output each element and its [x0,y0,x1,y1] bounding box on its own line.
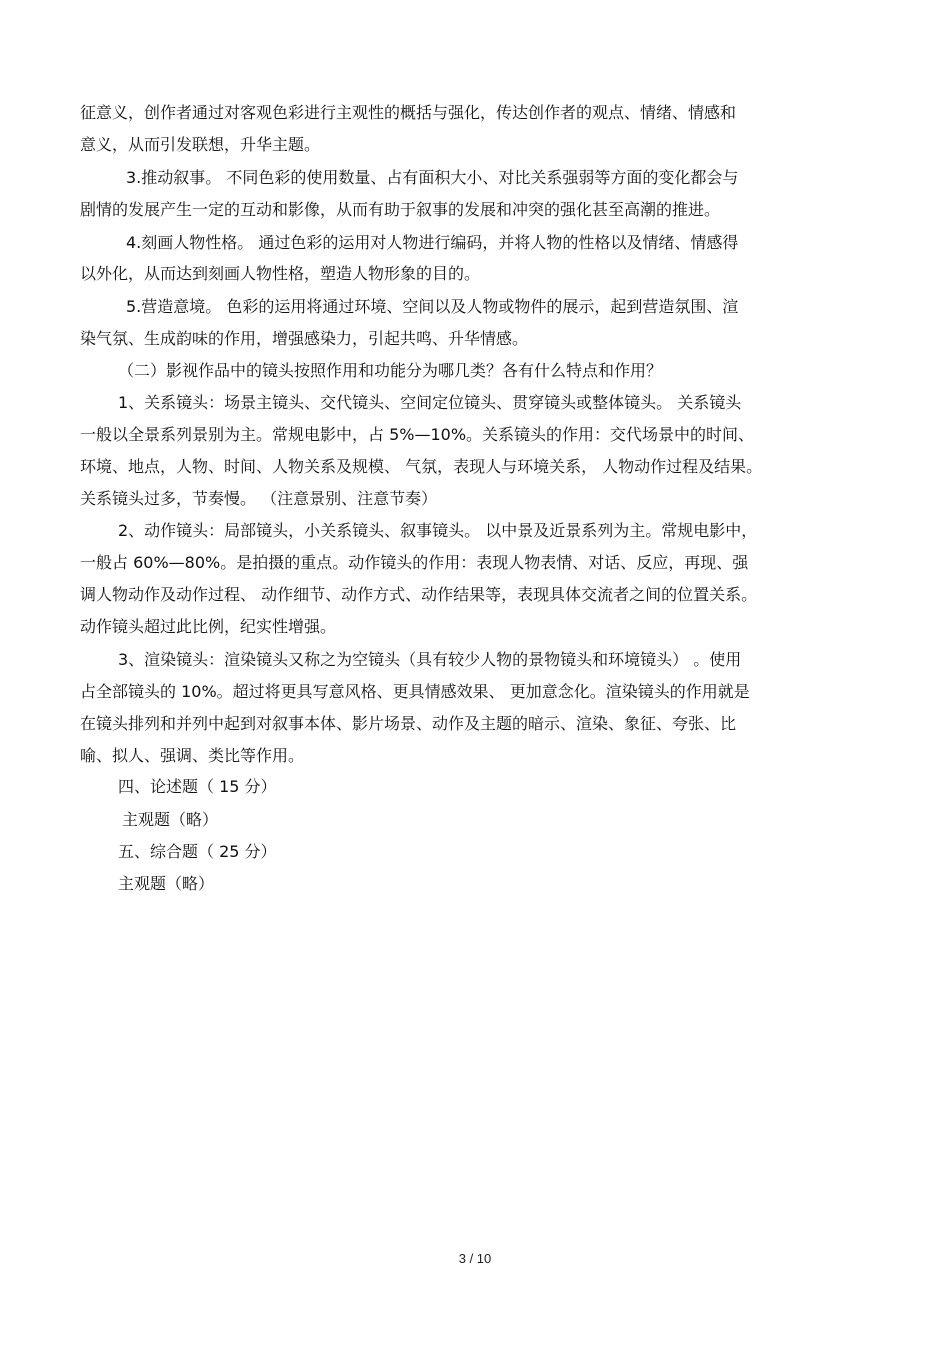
body-text-line: 关系镜头过多，节奏慢。 （注意景别、注意节奏） [80,489,438,508]
body-text-line: 3、渲染镜头：渲染镜头又称之为空镜头（具有较少人物的景物镜头和环境镜头） 。使用 [118,650,742,669]
body-text-line: 动作镜头超过此比例，纪实性增强。 [80,617,337,636]
body-text-line: 占全部镜头的 10%。超过将更具写意风格、更具情感效果、 更加意念化。渲染镜头的作用就是 [80,682,750,701]
body-text-line: 3.推动叙事。 不同色彩的使用数量、占有面积大小、对比关系强弱等方面的变化都会与 [126,168,739,187]
body-text-line: 以外化，从而达到刻画人物性格，塑造人物形象的目的。 [80,264,481,283]
body-text-line: 征意义，创作者通过对客观色彩进行主观性的概括与强化，传达创作者的观点、情绪、情感和 [80,103,737,122]
body-text-line: 剧情的发展产生一定的互动和影像，从而有助于叙事的发展和冲突的强化甚至高潮的推进。 [80,200,721,219]
answer-text: 主观题（略） [118,874,215,893]
body-text-line: 一般占 60%—80%。是拍摄的重点。动作镜头的作用：表现人物表情、对话、反应，再现、强 [80,553,749,572]
question-heading: （二）影视作品中的镜头按照作用和功能分为哪几类？各有什么特点和作用？ [118,361,663,380]
section-heading: 五、综合题（ 25 分） [118,842,277,861]
body-text-line: 在镜头排列和并列中起到对叙事本体、影片场景、动作及主题的暗示、渲染、象征、夸张、比 [80,714,737,733]
body-text-line: 2、动作镜头：局部镜头，小关系镜头、叙事镜头。 以中景及近景系列为主。常规电影中， [118,521,758,540]
page-number: 3 / 10 [458,1251,492,1266]
body-text-line: 调人物动作及动作过程、 动作细节、动作方式、动作结果等，表现具体交流者之间的位置关系。 [80,585,758,604]
body-text-line: 喻、拟人、强调、类比等作用。 [80,746,305,765]
body-text-line: 1、关系镜头：场景主镜头、交代镜头、空间定位镜头、贯穿镜头或整体镜头。 关系镜头 [118,393,742,412]
body-text-line: 意义，从而引发联想，升华主题。 [80,135,321,154]
body-text-line: 5.营造意境。 色彩的运用将通过环境、空间以及人物或物件的展示，起到营造氛围、渲 [126,297,739,316]
body-text-line: 一般以全景系列景别为主。常规电影中，占 5%—10%。关系镜头的作用：交代场景中的时间、 [80,425,755,444]
section-heading: 四、论述题（ 15 分） [118,777,277,796]
body-text-line: 染气氛、生成韵味的作用，增强感染力，引起共鸣、升华情感。 [80,329,529,348]
answer-text: 主观题（略） [122,810,219,829]
body-text-line: 4.刻画人物性格。 通过色彩的运用对人物进行编码，并将人物的性格以及情绪、情感得 [126,233,739,252]
body-text-line: 环境、地点，人物、时间、人物关系及规模、 气氛，表现人与环境关系， 人物动作过程及结果。 [80,457,763,476]
